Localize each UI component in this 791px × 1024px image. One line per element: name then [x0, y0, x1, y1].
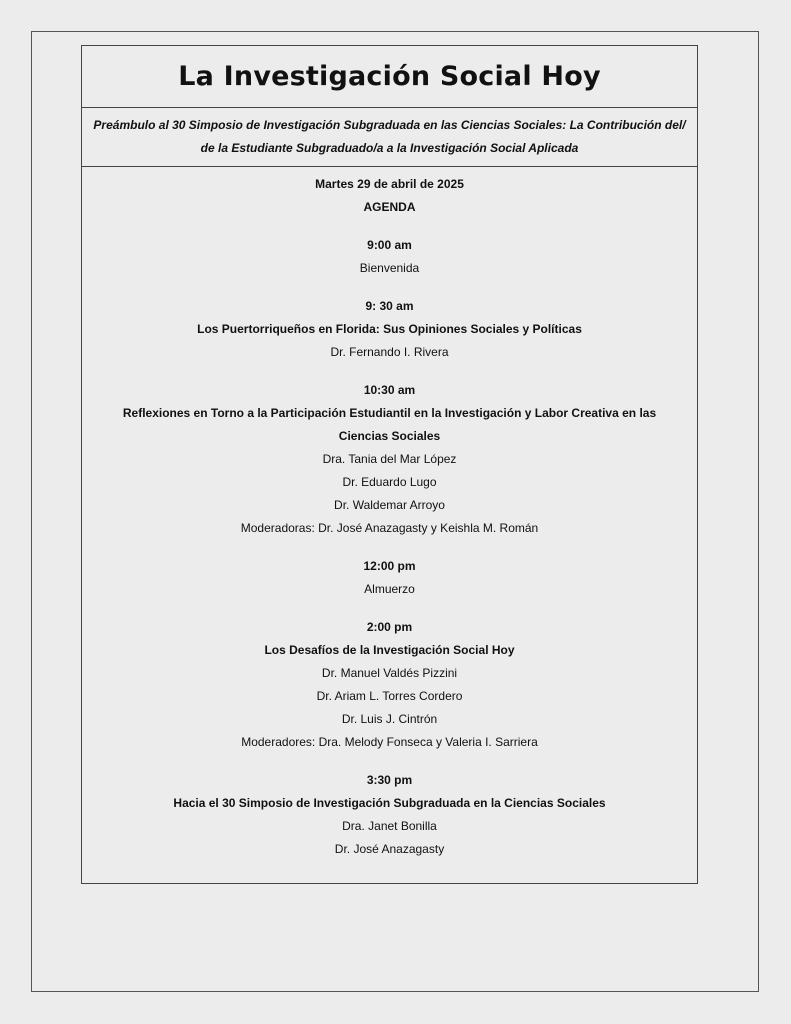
- session-reflexiones: [82, 379, 697, 540]
- session-title: Los Puertorriqueños en Florida: Sus Opiniones Sociales y Políticas: [197, 322, 582, 336]
- session-speaker: Dra. Tania del Mar López: [322, 452, 457, 466]
- session-item: Almuerzo: [364, 582, 415, 596]
- session-desafios: [82, 616, 697, 754]
- title-row: [82, 46, 697, 108]
- session-lunch: [82, 555, 697, 601]
- session-time: 9: 30 am: [365, 299, 414, 313]
- session-speaker: Dr. Eduardo Lugo: [342, 475, 437, 489]
- session-welcome: [82, 234, 697, 280]
- session-speaker: Dr. Waldemar Arroyo: [334, 498, 445, 512]
- event-date: Martes 29 de abril de 2025: [315, 177, 464, 191]
- agenda-label: AGENDA: [363, 200, 416, 214]
- session-title: Los Desafíos de la Investigación Social Hoy: [264, 643, 515, 657]
- session-title-line-2: Ciencias Sociales: [338, 429, 441, 443]
- session-time: 2:00 pm: [366, 620, 413, 634]
- agenda-content: [82, 167, 697, 861]
- session-item: Bienvenida: [359, 261, 420, 275]
- session-time: 12:00 pm: [363, 559, 416, 573]
- session-time: 9:00 am: [367, 238, 412, 252]
- session-moderators: Moderadores: Dra. Melody Fonseca y Valeria I. Sarriera: [241, 735, 538, 749]
- session-time: 10:30 am: [363, 383, 416, 397]
- document-title: La Investigación Social Hoy: [178, 61, 601, 92]
- session-speaker: Dr. Ariam L. Torres Cordero: [316, 689, 463, 703]
- session-speaker: Dr. Manuel Valdés Pizzini: [321, 666, 458, 680]
- session-florida: [82, 295, 697, 364]
- session-speaker: Dr. Fernando I. Rivera: [330, 345, 449, 359]
- session-speaker: Dr. José Anazagasty: [334, 842, 445, 856]
- agenda-box: [81, 45, 698, 884]
- subtitle-row: [82, 108, 697, 167]
- session-title: Hacia el 30 Simposio de Investigación Subgraduada en la Ciencias Sociales: [173, 796, 606, 810]
- session-title-line-1: Reflexiones en Torno a la Participación Estudiantil en la Investigación y Labor Creativa en las: [122, 406, 657, 420]
- session-speaker: Dr. Luis J. Cintrón: [341, 712, 438, 726]
- subtitle-line-1: Preámbulo al 30 Simposio de Investigación Subgraduada en las Ciencias Sociales: La Contribución del/: [93, 118, 686, 132]
- session-speaker: Dra. Janet Bonilla: [342, 819, 437, 833]
- session-simposio: [82, 769, 697, 861]
- document-subtitle: [93, 114, 685, 160]
- session-moderators: Moderadoras: Dr. José Anazagasty y Keishla M. Román: [240, 521, 539, 535]
- session-time: 3:30 pm: [366, 773, 413, 787]
- subtitle-line-2: de la Estudiante Subgraduado/a a la Investigación Social Aplicada: [200, 141, 579, 155]
